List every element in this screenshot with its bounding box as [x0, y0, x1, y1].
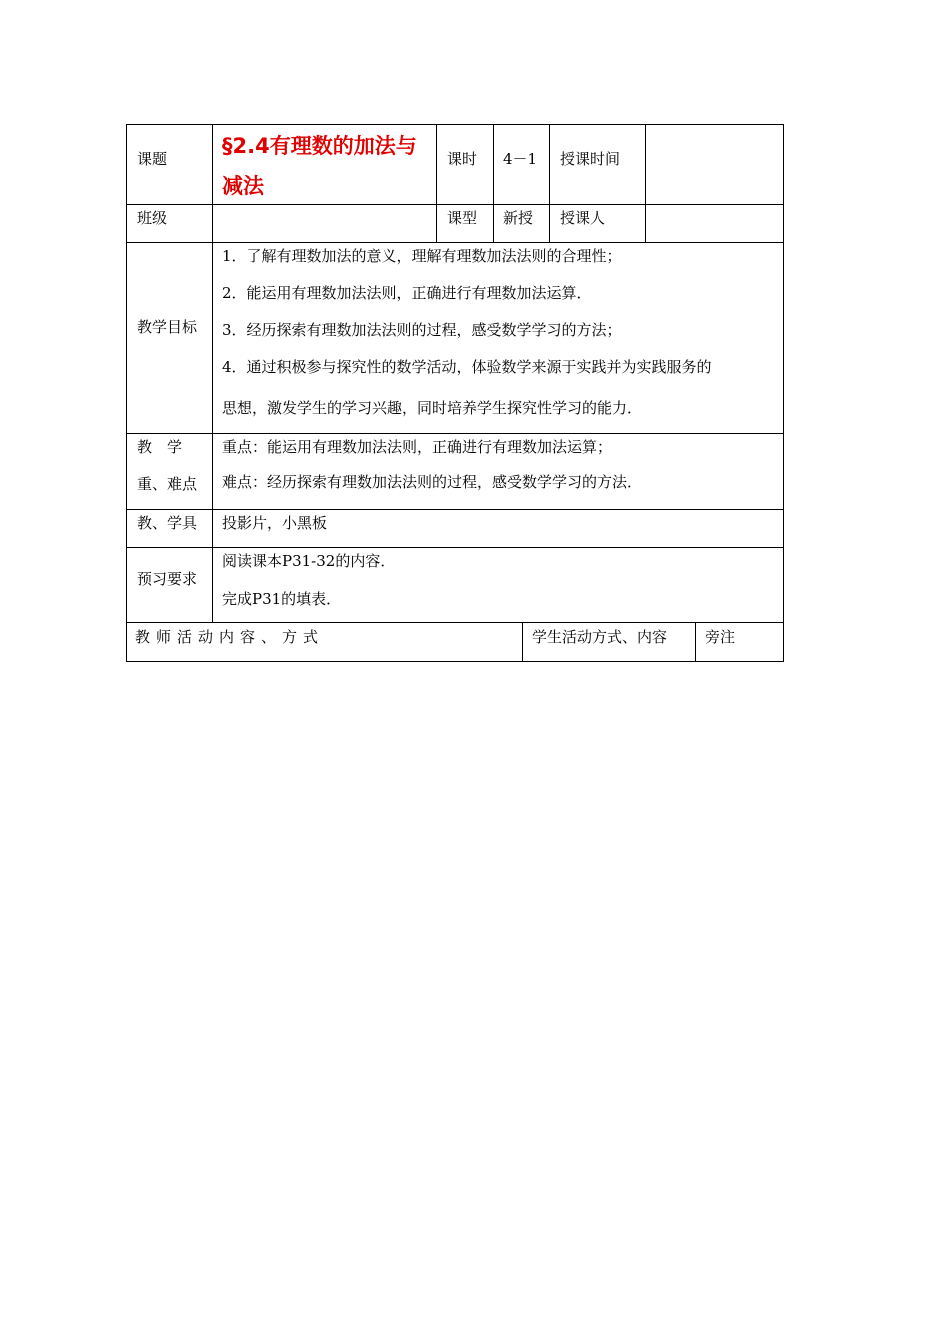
lesson-title: §2.4有理数的加法与减法 — [222, 134, 417, 198]
teacher-label: 授课人 — [560, 209, 606, 227]
topic-label: 课题 — [137, 150, 168, 168]
keypoints-label-line1: 教 学 — [137, 438, 183, 456]
column-divider — [493, 124, 494, 242]
notes-header: 旁注 — [705, 628, 736, 646]
objective-item: 3．经历探索有理数加法法则的过程，感受数学学习的方法； — [222, 321, 622, 339]
objectives-label: 教学目标 — [137, 318, 198, 336]
column-divider — [436, 124, 437, 242]
preview-line: 阅读课本P31-32的内容． — [222, 552, 396, 570]
column-divider — [212, 124, 213, 622]
tools-label: 教、学具 — [137, 514, 198, 532]
column-divider — [549, 124, 550, 242]
period-value: 4－1 — [503, 150, 538, 168]
key-point: 重点：能运用有理数加法法则，正确进行有理数加法运算； — [222, 438, 613, 456]
row-divider — [126, 622, 784, 623]
difficult-point: 难点：经历探索有理数加法法则的过程，感受数学学习的方法． — [222, 473, 643, 491]
preview-label: 预习要求 — [137, 570, 198, 588]
row-divider — [126, 433, 784, 434]
row-divider — [126, 547, 784, 548]
column-divider — [522, 622, 523, 662]
column-divider — [645, 124, 646, 242]
row-divider — [126, 509, 784, 510]
class-label: 班级 — [137, 209, 168, 227]
date-label: 授课时间 — [560, 150, 621, 168]
objective-item: 思想，激发学生的学习兴趣，同时培养学生探究性学习的能力． — [222, 399, 643, 417]
objective-item: 1．了解有理数加法的意义，理解有理数加法法则的合理性； — [222, 247, 622, 265]
objective-item: 2．能运用有理数加法法则，正确进行有理数加法运算． — [222, 284, 592, 302]
type-label: 课型 — [447, 209, 478, 227]
preview-line: 完成P31的填表． — [222, 590, 342, 608]
row-divider — [126, 242, 784, 243]
type-value: 新授 — [503, 209, 534, 227]
period-label: 课时 — [447, 150, 478, 168]
teacher-activity-header: 教师活动内容、方式 — [135, 628, 325, 646]
column-divider — [695, 622, 696, 662]
keypoints-label-line2: 重、难点 — [137, 475, 198, 493]
objective-item: 4．通过积极参与探究性的数学活动，体验数学来源于实践并为实践服务的 — [222, 358, 712, 376]
student-activity-header: 学生活动方式、内容 — [532, 628, 668, 646]
tools-value: 投影片，小黑板 — [222, 514, 328, 532]
